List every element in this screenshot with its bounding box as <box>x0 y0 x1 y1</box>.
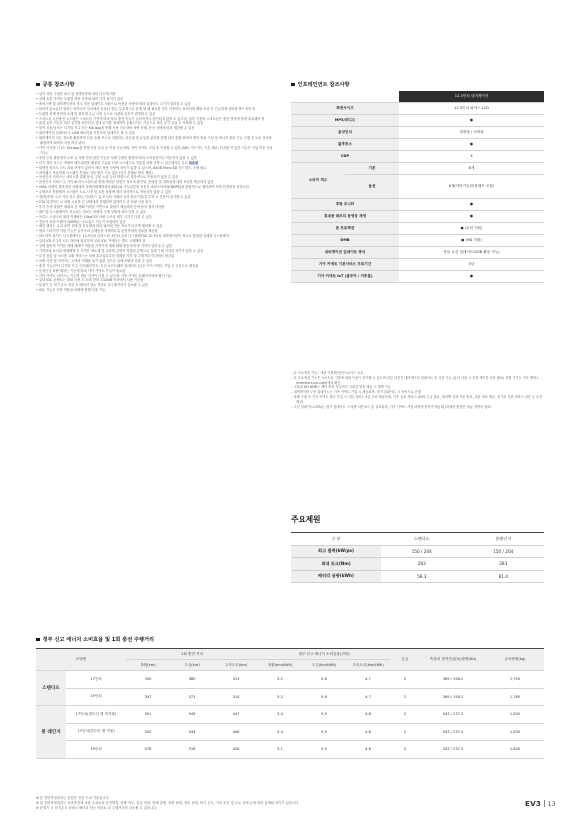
model-name: EV3 <box>525 799 542 808</box>
energy-row <box>36 741 544 759</box>
specs-col-long: 롱레인지 <box>463 533 545 546</box>
energy-header-battery: 측정치 정격전압(V)/용량(Ah) <box>420 649 486 671</box>
energy-row <box>36 688 544 706</box>
note-text: 동절기 등 외기 온도 하강 시 배터리 성능 저하로 실주행거리가 감소될 수 있음 <box>38 283 149 288</box>
note-text: 레인 센서는 유리 표면 상태 및 강우량에 따라 와이퍼 작동 속도가 다르게 제어될 수 있음 <box>38 224 163 229</box>
info-header-nav: 12.3인치 내비게이션 <box>399 91 544 102</box>
note-text: 트림별 선택 품목의 소재 및 원자재 수급 사정 등으로 사양의 일부가 변경될 수 있음 <box>38 111 156 116</box>
info-speaker-row <box>291 162 544 174</box>
specs-table <box>291 532 544 583</box>
energy-cell-e-city: 5.9 <box>302 723 346 741</box>
energy-cell-e-hwy: 4.8 <box>346 723 390 741</box>
energy-cell-r-comb: 500 <box>126 723 170 741</box>
note-text: 프론트 트렁크의 최대 적재량은 10kg이며 차량 구조상 세부 크기가 다를 수 있음 <box>38 214 152 219</box>
energy-title: 정부 신고 에너지 소비효율 및 1회 충전 주행거리 <box>36 636 154 643</box>
note-text: 하이패스 자동결제 시스템은 통행료 자동 할인 기능 없음 (일부 통행료 할인 제외) <box>38 170 153 175</box>
note-text: 음성인식 서비스 등 가이 AI 어시스턴트를 통해 생성된 답변은 정보의 완전성, 신뢰성 및 정확성에 대한 보증을 제공하지 않음 <box>38 180 214 185</box>
note-text: 스마트폰 무선충전 시스템은 스마트폰 기종에 따라 불도 충전 속도가 늦어지거나 충전되지 않을 수 있으며, 일부 기종의 스마트폰은 충전 영역에 맞게 위치해야 함 <box>38 116 265 121</box>
specs-title: 주요제원 <box>291 515 321 524</box>
speaker-option-value: 8개(하만카돈/외장앰프 포함) <box>399 174 544 198</box>
info-row-value: 5년 <box>399 258 544 270</box>
info-row-label: 화면사이즈 <box>291 102 399 114</box>
note-text: 가이 디지털 키 2는 Kia App을 통해 사용 등록 후 이용 가능하며, 가이 커넥트 가입 후 이용할 수 있음 (NFC 카드키는 기본 제공, 디지털 키 일부 기능은 가입 이후 사용 가능) <box>38 145 273 155</box>
note-text: 전동식 파킹 브레이크(EPB)는 오토홀드 기능이 포함되어 있음 <box>38 219 126 224</box>
spec-long-value: 150 / 204 <box>463 545 545 558</box>
note-text: 가격표에 표시된 세제혜택 후 가격은 개소세 및 교육세 감면이 적용된 금액으로 실제 구매 가격과 차이가 있을 수 있음 <box>38 249 204 253</box>
energy-cell-weight: 1,835 <box>486 706 544 724</box>
common-notes-title: 공통 참조사항 <box>36 81 74 88</box>
note-text: 충전 기능(가이 디지털 키 2, 인포테인먼트, 무선 소프트웨어 업데이트 등)은 가이 커넥트 가입 시 무상으로 제공됨 <box>38 263 199 268</box>
energy-header-highway-eff: 고속도로(km/kWh) <box>346 660 390 671</box>
energy-cell-e-hwy: 4.7 <box>346 688 390 706</box>
energy-cell-r-comb: 478 <box>126 741 170 759</box>
spec-standard-value: 283 <box>381 558 463 571</box>
energy-cell-grade: 2 <box>390 671 420 689</box>
energy-cell-weight: 1,750 <box>486 671 544 689</box>
info-row-label: 기아 커넥트 IoT (홈투카 / 카투홈) <box>291 270 399 282</box>
info-row-value: ● <box>399 138 544 150</box>
info-row <box>291 258 544 270</box>
energy-header-highway: 고속도로(km) <box>214 660 258 671</box>
energy-cell-weight: 1,835 <box>486 723 544 741</box>
info-row-value: 자동 무선 업데이트(USB 활용 가능) <box>399 246 544 258</box>
info-row-label: 음성인식 <box>291 126 399 138</box>
energy-variant: 19인치 <box>66 688 126 706</box>
info-row-label: 내비게이션 업데이트 방식 <box>291 246 399 258</box>
energy-cell-r-hwy: 447 <box>214 706 258 724</box>
note-text: V2L 기능은 사양 적용된 차량에 한해 사용 가능 <box>38 288 106 293</box>
info-row-label: 휴대용 메모리 동영상 재생 <box>291 210 399 222</box>
note-item <box>36 288 274 293</box>
energy-footnote: ※ 위 전비측정결과는 표준조건에 의한 수치로서 운전방법, 차량 속도, 업습 인원, 적재 중량, 차량 상태, 정비 상태, 외기 온도, 기상 조건 및 도로 상태 등에 따라 실제와 차이가 있습니다. <box>36 801 300 805</box>
note-text: 후방 주차 충돌방지 보조 등 차량 안전 관련 기능은 차량 주변의 환경에 따라 오작동하거나 작동하지 않을 수 있음 <box>38 155 197 160</box>
energy-cell-batt: 369 / 158.2 <box>420 671 486 689</box>
note-text: 후석 승객 알림은 뒷좌석 문 개폐 이력을 기반으로 알림이 제공되며 승객 탐지 센서 미적용 <box>38 204 165 209</box>
info-footnote: – 내비게이션 무선 업데이트는 기아 커넥트 가입 시 제공되며, 정기 업데이트 시 자동으로 진행 <box>291 390 544 395</box>
note-item <box>36 146 274 156</box>
energy-cell-r-hwy: 428 <box>214 741 258 759</box>
info-row <box>291 222 544 234</box>
energy-header-combined: 복합(km) <box>126 660 170 671</box>
energy-cell-e-comb: 5.4 <box>258 723 302 741</box>
note-text: 에코 드라이빙 지원 기능은 급가속과 급제동을 자제하도록 운전자에게 정보를 제공함 <box>38 229 158 234</box>
energy-footnote: ※ 동절기 등 외기온도 하락시 배터리 성능 저하로 실 주행거리가 감소될 수 있습니다. <box>36 806 158 810</box>
energy-header-city: 도심(km) <box>170 660 214 671</box>
energy-variant: 19인치 <box>66 741 126 759</box>
energy-row <box>36 671 544 689</box>
note-highlight: 최소화 <box>188 160 199 165</box>
spec-standard-value: 58.3 <box>381 570 463 583</box>
note-text: 헤드업 디스플레이의 표시되는 정보는 차량의 주행 상태에 따라 다를 수 있음 <box>38 209 147 214</box>
infotainment-title: 인포테인먼트 참조사항 <box>291 81 350 88</box>
common-notes-list <box>36 92 274 293</box>
energy-cell-batt: 343 / 237.3 <box>420 706 486 724</box>
spec-label: 최고 출력(kW/ps) <box>291 545 381 558</box>
info-row-value: ● <box>399 270 544 282</box>
energy-cell-r-hwy: 446 <box>214 723 258 741</box>
specs-col-header: 구 분 <box>291 533 381 546</box>
energy-header-city-eff: 도심(km/kWh) <box>302 660 346 671</box>
info-row <box>291 102 544 114</box>
info-header-spacer <box>291 91 399 102</box>
info-row <box>291 270 544 282</box>
energy-cell-grade: 2 <box>390 688 420 706</box>
note-text: 실내 V2L 콘센트는 최대 사용 시 소비 전력 3.52kW 이하에서 사용 가능함 <box>38 278 144 283</box>
note-text: 선택 품목의 가격은 세제 혜택이 적용된 가격이며 세제 혜택 변동에 따라 가격이 달라질 수 있음 <box>38 244 172 249</box>
info-footnote: – 차량 구매 후 기아 커넥트 최초 가입 시 기본 서비스 5년 무료 제공되며, 이후 유료 서비스 (SOS 긴급 출동, 에어백 전개 자동 통보, 교통 정보 제공, 전기차 특화 서비스 일부 등 무상 제공) <box>291 395 544 405</box>
info-row-value: ● (무선 지원) <box>399 222 544 234</box>
speaker-option-label: 옵션 <box>345 174 399 198</box>
info-footnote: – 폰 프로젝션 기능은 스마트폰 기종에 따라 이용이 불가할 수 있으며 일부 차종은 내비게이션 업데이트 후 사용 가능 (유선 사용 시 전용 케이블 사용 필요) 지원 기기는 기아 멤버스(members.kia.com)에서 확인 <box>291 376 544 386</box>
info-row <box>291 210 544 222</box>
info-row-label: 폰 프로젝션 <box>291 222 399 234</box>
info-row-value: ● (HD 지원) <box>399 234 544 246</box>
infotainment-footnotes <box>291 371 544 409</box>
note-text: 차량 사진 및 이미지는 고객의 이해를 돕기 위한 것으로 실제 차량과 다를 수 있음 <box>38 258 153 263</box>
energy-cell-r-hwy: 313 <box>214 671 258 689</box>
energy-cell-batt: 343 / 237.3 <box>420 741 486 759</box>
spec-row <box>291 570 544 583</box>
energy-header-grade: 등급 <box>390 649 420 671</box>
info-row-label: 후방 모니터 <box>291 198 399 210</box>
note-text: 흡입 공조 기능은 외부 공기를 차단하고 실내 공기를 정화하여 순환시키는 기능으로 외부 공기 유입 시 저하될 수 있음 <box>38 121 204 126</box>
page-footer <box>525 799 555 808</box>
energy-cell-e-city: 5.5 <box>302 741 346 759</box>
info-row <box>291 138 544 150</box>
energy-cell-r-city: 544 <box>170 723 214 741</box>
energy-cell-grade: 2 <box>390 706 420 724</box>
spec-row <box>291 558 544 571</box>
energy-cell-r-city: 518 <box>170 741 214 759</box>
info-row <box>291 126 544 138</box>
info-row-value: 12.3인치 와이드 LCD <box>399 102 544 114</box>
energy-header-range: 1회 충전 거리 <box>126 649 258 660</box>
note-text: 상기 사양 구성은 최고 및 선택사양에 따라 다르게 적용 <box>38 92 116 96</box>
energy-cell-r-comb: 501 <box>126 706 170 724</box>
energy-cell-r-comb: 350 <box>126 671 170 689</box>
info-row-value: 내장형 / 서버형 <box>399 126 544 138</box>
energy-cell-e-hwy: 4.8 <box>346 706 390 724</box>
footer-divider <box>544 800 545 807</box>
info-row <box>291 246 544 258</box>
energy-cell-r-city: 373 <box>170 688 214 706</box>
energy-cell-grade: 2 <box>390 723 420 741</box>
note-text: VSM: 차체자 불안정한 상황에서 차체자세제어장치(ESC)와 속도감응형 전동식 파워스티어링(MDPS)을 통합적으로 제어하여 조향 안정성을 향상시킴 <box>38 185 249 190</box>
energy-footnote: ※ 본 전비측정결과는 산업부 인증 수치 기준입니다. <box>36 796 110 800</box>
energy-header-weight: 공차중량(kg) <box>486 649 544 671</box>
energy-model-name: 롱 레인지 <box>36 706 66 759</box>
note-text: 릴렉션 컴포트 시트 파워 쿠션이 있어서 세부 적용 사양에 차이가 있을 수 있으며, 64GB Micro SD 카드 별도 구매 필요 <box>38 165 207 170</box>
note-text: 파노라믹 와이드 디스플레이는 12.3인치 클러스터, 5인치 공조 디스플레이와 12.3인치 내비게이션이 하나로 통합된 일체형 디스플레이 <box>38 234 230 239</box>
note-text: 음성인식 차량 제어는 기능에 따라 가이 커넥트 가입이 필요함 <box>38 268 126 273</box>
info-row <box>291 114 544 126</box>
info-row <box>291 150 544 162</box>
note-text: 타이어 업소유의 장치는 타이어가 상처에서 손상된 경우, 부분적으로 운행 할 때 필요한 경우 이용하는 장치이며 해당 조치 후 긴급하게 정비를 받으셔야 함 <box>38 106 256 111</box>
note-text: 내비게이션 업데이트는 USB 메모리를 이용하여 업데이트 할 수 있음 <box>38 131 136 136</box>
note-text: 가이 커넥트 서비스는 기능별 제공 기간이 다를 수 있으며, 가이 커넥트 홈페이지에서 확인 가능 <box>38 273 172 278</box>
note-text: 전/측/후방 주차 거리 경고 센서, 서라운드 뷰 모니터 카메라 등의 장치 이물질 부착 시 작동이 불가할 수 있음 <box>38 195 191 200</box>
energy-row <box>36 706 544 724</box>
energy-cell-batt: 343 / 237.3 <box>420 723 486 741</box>
info-footnote: – 폰 프로젝션 기능 : 애플 카플레이/안드로이드 오토 <box>291 371 544 376</box>
energy-cell-e-hwy: 4.7 <box>346 671 390 689</box>
info-footnote: – 무선 업데이트(OTA)는 정기 업데이트 시 차량 다운로드 및 설치되며, 기아 커넥트 가입 차량에 한하여 제공됨 (자세한 방법은 취급 설명서 참조) <box>291 405 544 410</box>
spec-row <box>291 545 544 558</box>
info-row-value: ● <box>399 114 544 126</box>
info-header-row <box>291 91 544 102</box>
energy-cell-weight: 1,765 <box>486 688 544 706</box>
speaker-basic-label: 기본 <box>345 162 399 174</box>
energy-cell-batt: 369 / 158.2 <box>420 688 486 706</box>
info-row-value: X <box>399 150 544 162</box>
note-text: 원격 시동/공조는 디지털 키 2 또는 Kia App을 통해 사용 가능하며 차량 상태, 통신 상태에 따라 제한될 수 있음 <box>38 126 195 131</box>
speaker-basic-value: 6개 <box>399 162 544 174</box>
energy-cell-e-city: 5.6 <box>302 688 346 706</box>
note-text: 음성인식 서비스는 서비스를 위해 통신, 주변 소음 등의 영향으로 정상적으로 작동하지 않을 수 있음 <box>38 175 179 180</box>
note-text: 터프 멀티 모드는 차량의 매트워킹을 활용한 고효율 난방 시스템으로 겨울철 차량 난방 시 실주행거리 감소 <box>38 160 189 165</box>
spec-long-value: 81.4 <box>463 570 545 583</box>
energy-cell-e-city: 5.9 <box>302 706 346 724</box>
energy-cell-r-comb: 347 <box>126 688 170 706</box>
energy-variant: 17인치(빌트인 캠 적용) <box>66 723 126 741</box>
energy-model-name: 스탠다드 <box>36 671 66 706</box>
specs-col-standard: 스탠다드 <box>381 533 463 546</box>
note-item <box>36 136 274 146</box>
note-text: 주행보조 통합제어 시스템은 도로 사정 및 교통 상황에 따라 정상적으로 작동하지 않을 수 있음 <box>38 190 172 195</box>
info-row-label: DMB <box>291 234 399 246</box>
energy-cell-e-comb: 5.2 <box>258 688 302 706</box>
energy-variant: 17인치 <box>66 671 126 689</box>
energy-cell-weight: 1,850 <box>486 741 544 759</box>
energy-header-model: 모델명 <box>36 649 126 671</box>
energy-cell-r-hwy: 314 <box>214 688 258 706</box>
page-number: 13 <box>547 801 556 808</box>
note-text: 무상 점검 및 소모품 교환 서비스는 차량 출고일로부터 정해진 기간 및 주행거리 이내에서 제공됨 <box>38 253 175 258</box>
energy-cell-e-comb: 5.2 <box>258 671 302 689</box>
energy-cell-r-city: 380 <box>170 671 214 689</box>
energy-cell-e-comb: 5.1 <box>258 741 302 759</box>
energy-variant: 17인치(빌트인 캠 미적용) <box>66 706 126 724</box>
note-text: 내비게이션 지도 정보를 활용하여 다음 순환 모드로 전환하는 의무권 및 유입물 관리를 통해 관리 통합 최적의 제어 장치 구성 및 에너지 관리 기능 주행 중 도로 정보를 활용하여 최적의 사용 여건 관리 <box>38 136 272 146</box>
info-row-label: MP3/라디오 <box>291 114 399 126</box>
info-row-label: 블루투스 <box>291 138 399 150</box>
energy-row <box>36 723 544 741</box>
energy-header-combined-eff: 복합(km/kWh) <box>258 660 302 671</box>
note-text: 실내 V2L은 2열 시트 하단에 위치하며 실외 V2L 커넥터는 별도 구매해야 함 <box>38 239 146 244</box>
infotainment-table <box>291 91 544 283</box>
energy-footnotes <box>36 796 544 811</box>
info-footnote: – 고화질 HD DMB는 해당 방송 사업자가 고화질 방송 제공 시 재생 가능 <box>291 385 544 390</box>
note-text: OTA 업데이트 시 차량 시동을 끈 상태에서 진행되며 업데이트 중 차량 사용 불가 <box>38 199 152 204</box>
energy-table <box>36 648 544 759</box>
info-row-value: ● <box>399 198 544 210</box>
spec-long-value: 283 <box>463 558 545 571</box>
spec-label: 배터리 용량(kWh) <box>291 570 381 583</box>
energy-header-efficiency: 정부 신고 에너지 소비효율(전비) <box>258 649 390 660</box>
info-row <box>291 234 544 246</box>
note-text: 플러스팩 및 내비게이션의 경우 자동 업데이트 지원으로 적용된 사양에 따라 업데이트 주기가 달라질 수 있음 <box>38 101 191 106</box>
energy-cell-e-comb: 5.4 <box>258 706 302 724</box>
energy-cell-e-city: 5.6 <box>302 671 346 689</box>
info-row <box>291 198 544 210</box>
spec-standard-value: 150 / 204 <box>381 545 463 558</box>
info-row-label: CDP <box>291 150 399 162</box>
note-text: 선택 옵션 가격은 트림별 적용 사양에 따라 가격 차이가 있음 <box>38 96 124 101</box>
energy-cell-r-city: 545 <box>170 706 214 724</box>
info-row-value: ● <box>399 210 544 222</box>
info-row-label: 기아 커넥트 기본서비스 무료기간 <box>291 258 399 270</box>
spec-label: 최대 토크(Nm) <box>291 558 381 571</box>
energy-cell-grade: 2 <box>390 741 420 759</box>
speaker-count-label: 스피커 개수 <box>291 162 345 198</box>
energy-cell-e-hwy: 4.6 <box>346 741 390 759</box>
